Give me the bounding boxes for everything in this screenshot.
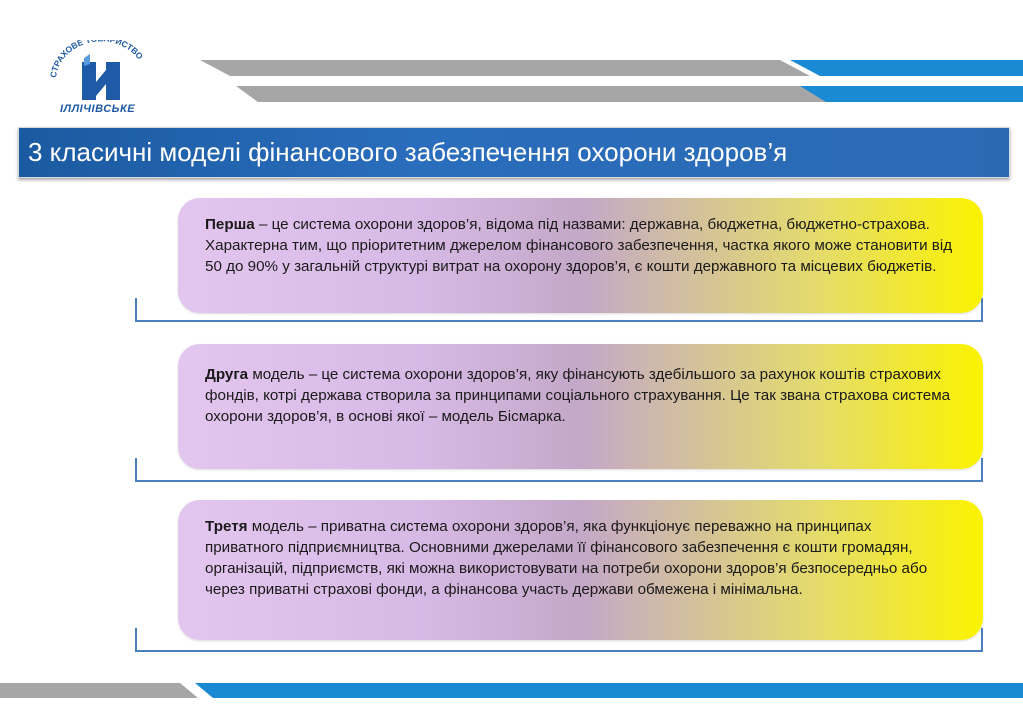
model-card-text <box>205 364 953 427</box>
model-card-third <box>178 500 983 640</box>
logo-brand-name: ІЛЛІЧІВСЬКЕ <box>60 103 136 115</box>
page-title: 3 класичні моделі фінансового забезпечення охорони здоров’я <box>28 137 788 167</box>
svg-text:СТРАХОВЕ ТОВАРИСТВО <box>48 40 145 78</box>
model-card-second <box>178 344 983 469</box>
model-description: модель – приватна система охорони здоров’я, яка функціонує переважно на принципах приватного підприємництва. Основними джерелами її фінансового забезпечення є кошти громадян, організацій, підприємств, які можна використовувати на потреби охорони здоров’я безпосередньо або через приватні страхові фонди, а фінансова участь держави обмежена і мінімальна. <box>205 518 928 598</box>
model-description: модель – це система охорони здоров’я, яку фінансують здебільшого за рахунок коштів страхових фондів, котрі держава створила за принципами соціального страхування. Це так звана страхова система охорони здоров’я, в основі якої – модель Бісмарка. <box>205 366 951 425</box>
title-bar <box>18 127 1010 178</box>
model-card-text <box>205 214 953 277</box>
logo-arc-text: СТРАХОВЕ ИСТВО <box>47 40 146 79</box>
model-card-text <box>205 516 953 600</box>
model-lead: Перша <box>205 216 255 233</box>
model-lead: Третя <box>205 518 248 535</box>
model-lead: Друга <box>205 366 249 383</box>
model-card-first <box>178 198 983 313</box>
model-description: – це система охорони здоров’я, відома під назвами: державна, бюджетна, бюджетно-страхова. Характерна тим, що пріоритетним джерелом фінансового забезпечення, частка якого може становити від 50 до 90% у загальній структурі витрат на охорону здоров’я, є кошти державного та місцевих бюджетів. <box>205 216 953 275</box>
